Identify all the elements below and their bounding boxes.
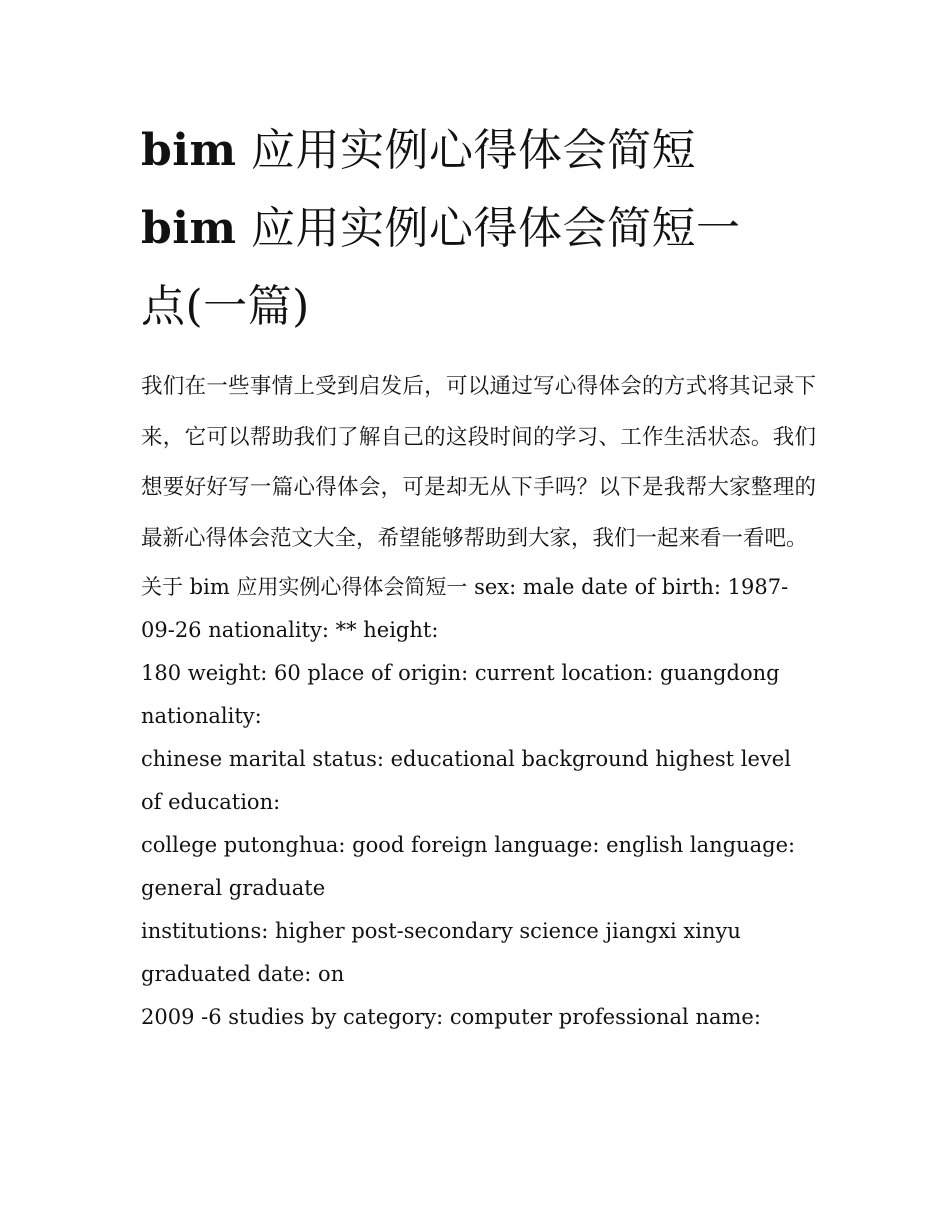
document-title (141, 112, 816, 346)
document-body (141, 566, 816, 1039)
title-line-1: bim 应用实例心得体会简短 (141, 125, 697, 176)
title-line-2: bim 应用实例心得体会简短一 (141, 203, 741, 254)
body-paragraph: college putonghua: good foreign language: english language: general graduate (141, 833, 796, 900)
title-line-3: 点(一篇) (141, 281, 310, 332)
body-paragraph: institutions: higher post-secondary science jiangxi xinyu graduated date: on (141, 919, 741, 986)
body-paragraph: 2009 -6 studies by category: computer professional name: (141, 1005, 761, 1029)
body-paragraph: chinese marital status: educational background highest level of education: (141, 747, 791, 814)
body-paragraph: 180 weight: 60 place of origin: current location: guangdong nationality: (141, 661, 780, 728)
intro-paragraph: 我们在一些事情上受到启发后，可以通过写心得体会的方式将其记录下来，它可以帮助我们了解自己的这段时间的学习、工作生活状态。我们想要好好写一篇心得体会，可是却无从下手吗？以下是我帮大家整理的最新心得体会范文大全，希望能够帮助到大家，我们一起来看一看吧。 (141, 374, 816, 551)
body-paragraph: 关于 bim 应用实例心得体会简短一 sex: male date of birth: 1987-09-26 nationality: ** height: (141, 575, 789, 642)
